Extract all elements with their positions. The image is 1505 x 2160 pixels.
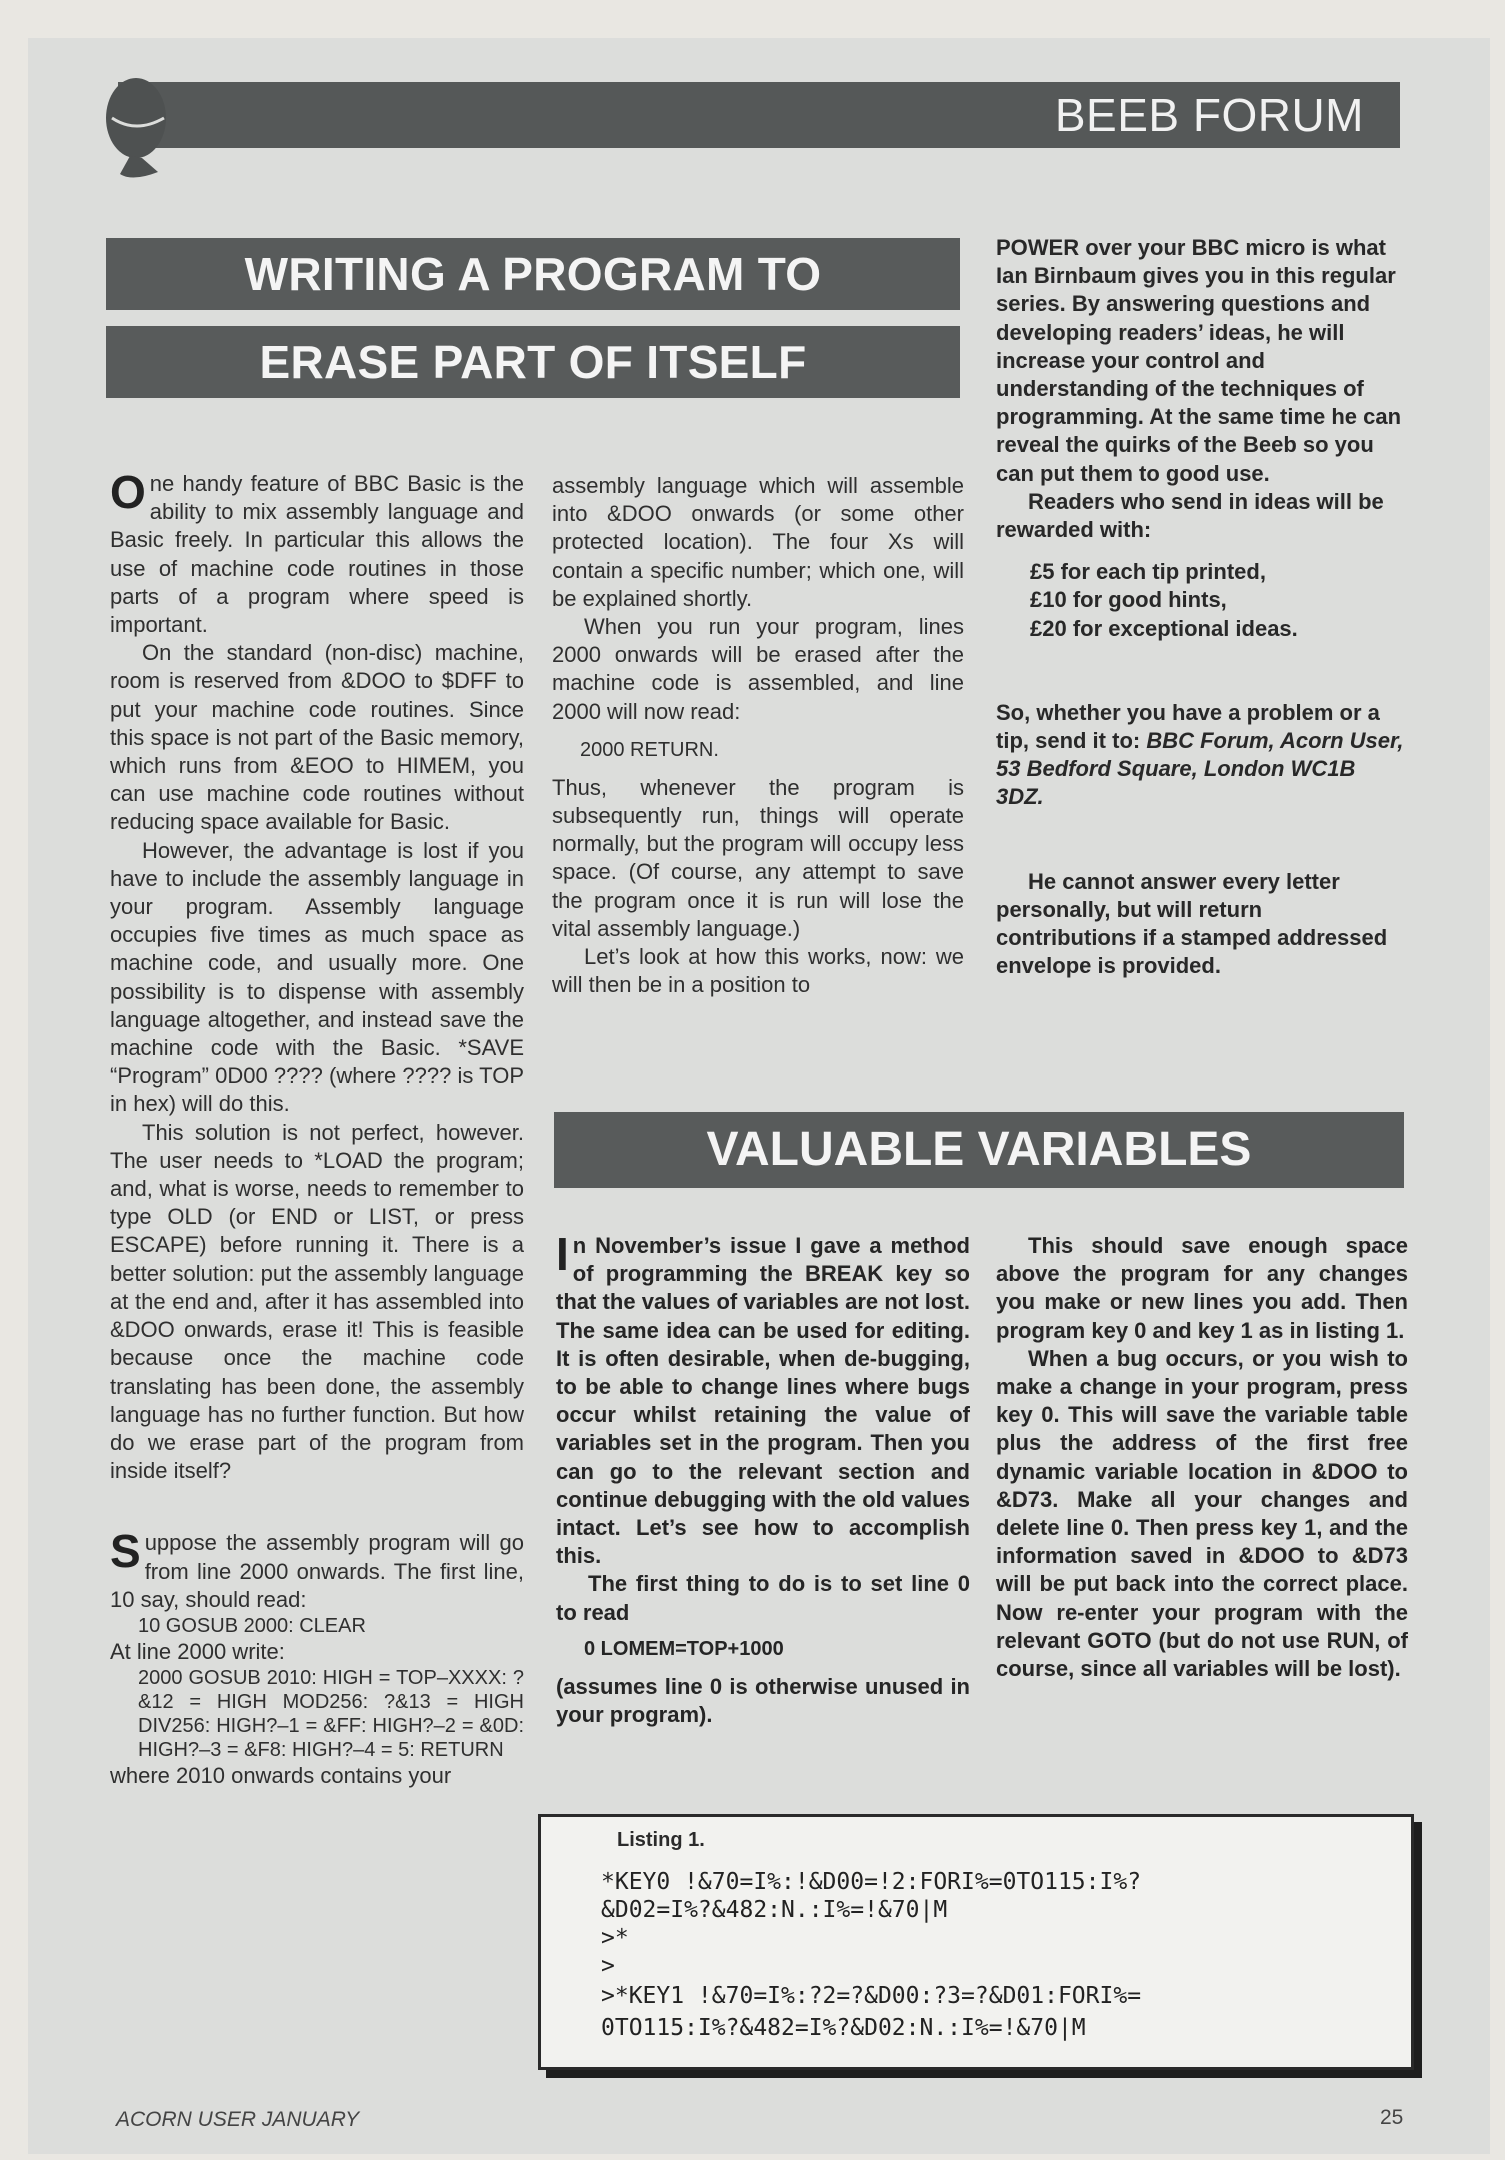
article-title-line-1: WRITING A PROGRAM TO [106, 238, 960, 310]
article-title-line-2: ERASE PART OF ITSELF [106, 326, 960, 398]
paragraph: assembly language which will assemble into &DOO onwards (or some other protected location). The four Xs will contain a specific number; which one, will be explained shortly. [552, 473, 964, 611]
paragraph: where 2010 onwards contains your [110, 1763, 452, 1789]
paragraph: On the standard (non-disc) machine, room is reserved from &DOO to $DFF to put your machine code routines. Since this space is not part of the Basic memory, which runs from &EOO to HIMEM, you can use machine code routines without reducing space available for Basic. [110, 640, 524, 835]
listing-box [538, 1814, 1414, 2070]
paragraph: This solution is not perfect, however. The user needs to *LOAD the program; and, what is worse, needs to remember to type OLD (or END or LIST, or press ESCAPE) before running it. There is a better solution: put the assembly language at the end and, after it has assembled into &DOO onwards, erase it! This is feasible because once the machine code translating has been done, the assembly language has no further function. But how do we erase part of the program from inside itself? [110, 1119, 524, 1484]
listing-line: *KEY0 !&70=I%:!&D00=!2:FORI%=0TO115:I%? [601, 1869, 1142, 1895]
reward-item: £20 for exceptional ideas. [1030, 615, 1298, 641]
intro-sidebar [996, 234, 1408, 980]
paragraph: ne handy feature of BBC Basic is the ability to mix assembly language and Basic freely. In particular this allows the use of machine code routines in those parts of a program where speed is important. [110, 471, 524, 638]
code-line: 0 LOMEM=TOP+1000 [584, 1637, 784, 1660]
paragraph: Let’s look at how this works, now: we will then be in a position to [552, 944, 964, 998]
sidebar-paragraph: So, whether you have a problem or a tip, send it to: BBC Forum, Acorn User, 53 Bedford Square, London WC1B 3DZ. [996, 699, 1404, 810]
paragraph: uppose the assembly program will go from line 2000 onwards. The first line, 10 say, should read: [110, 1530, 524, 1612]
acorn-logo-icon [102, 74, 174, 186]
page-number: 25 [1380, 2106, 1404, 2129]
reward-item: £5 for each tip printed, [1030, 559, 1266, 585]
footer-publication: ACORN USER JANUARY [116, 2108, 360, 2131]
listing-line: >* [601, 1925, 629, 1951]
paragraph: At line 2000 write: [110, 1638, 285, 1664]
article2-title: VALUABLE VARIABLES [554, 1112, 1404, 1188]
paragraph: The first thing to do is to set line 0 to read [556, 1571, 970, 1625]
drop-cap: S [110, 1525, 141, 1578]
listing-line: &D02=I%?&482:N.:I%=!&70|M [601, 1897, 948, 1923]
paragraph: Thus, whenever the program is subsequently run, things will operate normally, but the program will occupy less space. (Of course, any attempt to save the program once it is run will lose the vital assembly language.) [552, 774, 964, 941]
listing-line: > [601, 1953, 615, 1979]
drop-cap: I [556, 1228, 569, 1280]
code-line: 2000 RETURN. [580, 738, 719, 761]
sidebar-paragraph: POWER over your BBC micro is what Ian Birnbaum gives you in this regular series. By answering questions and developing readers’ ideas, he will increase your control and understanding of the techniques of programming. At the same time he can reveal the quirks of the Beeb so you can put them to good use. [996, 235, 1402, 486]
section-banner [118, 82, 1400, 148]
paragraph: However, the advantage is lost if you have to include the assembly language in your program. Assembly language occupies five times as much space as machine code, and usually more. One possibility is to dispense with assembly language altogether, and instead save the machine code with the Basic. *SAVE “Program” 0D00 ???? (where ???? is TOP in hex) will do this. [110, 837, 524, 1117]
sidebar-paragraph: He cannot answer every letter personally, but will return contributions if a stamped addressed envelope is provided. [996, 868, 1388, 979]
address: BBC Forum, Acorn User, 53 Bedford Square, London WC1B 3DZ. [996, 728, 1404, 810]
listing-line: >*KEY1 !&70=I%:?2=?&D00:?3=?&D01:FORI%= [601, 1983, 1142, 2009]
article1-column-1 [110, 466, 524, 1790]
paragraph: When you run your program, lines 2000 onwards will be erased after the machine code is assembled, and line 2000 will now read: [552, 614, 964, 724]
sidebar-paragraph: Readers who send in ideas will be rewarded with: [996, 488, 1384, 543]
listing-line: 0TO115:I%?&482=I%?&D02:N.:I%=!&70|M [601, 2015, 1086, 2041]
article2-column-1 [556, 1228, 970, 1729]
code-block: 2000 GOSUB 2010: HIGH = TOP–XXXX: ?&12 = HIGH MOD256: ?&13 = HIGH DIV256: HIGH?–1 = &FF: HIGH?–2 = &0D: HIGH?–3 = &F8: HIGH?–4 = 5: RETURN [138, 1667, 524, 1762]
paragraph: n November’s issue I gave a method of programming the BREAK key so that the values of variables are not lost. The same idea can be used for editing. It is often desirable, when de-bugging, to be able to change lines where bugs occur whilst retaining the value of variables set in the program. Then you can go to the relevant section and continue debugging with the old values intact. Let’s see how to accomplish this. [556, 1233, 970, 1569]
paragraph: (assumes line 0 is otherwise unused in your program). [556, 1673, 970, 1728]
drop-cap: O [110, 466, 146, 518]
section-title: BEEB FORUM [1054, 89, 1364, 141]
code-line: 10 GOSUB 2000: CLEAR [138, 1614, 366, 1637]
article2-column-2 [996, 1232, 1408, 1683]
listing-title: Listing 1. [617, 1829, 705, 1851]
article1-column-2 [552, 472, 964, 999]
paragraph: When a bug occurs, or you wish to make a change in your program, press key 0. This will save the variable table plus the address of the first free dynamic variable location in &DOO to &D73. Make all your changes and delete line 0. Then press key 1, and the information saved in &DOO to &D73 will be put back into the correct place. Now re-enter your program with the relevant GOTO (but do not use RUN, of course, since all variables will be lost). [996, 1345, 1408, 1682]
reward-item: £10 for good hints, [1030, 587, 1227, 613]
paragraph: This should save enough space above the program for any changes you make or new lines you add. Then program key 0 and key 1 as in listing 1. [996, 1233, 1408, 1343]
